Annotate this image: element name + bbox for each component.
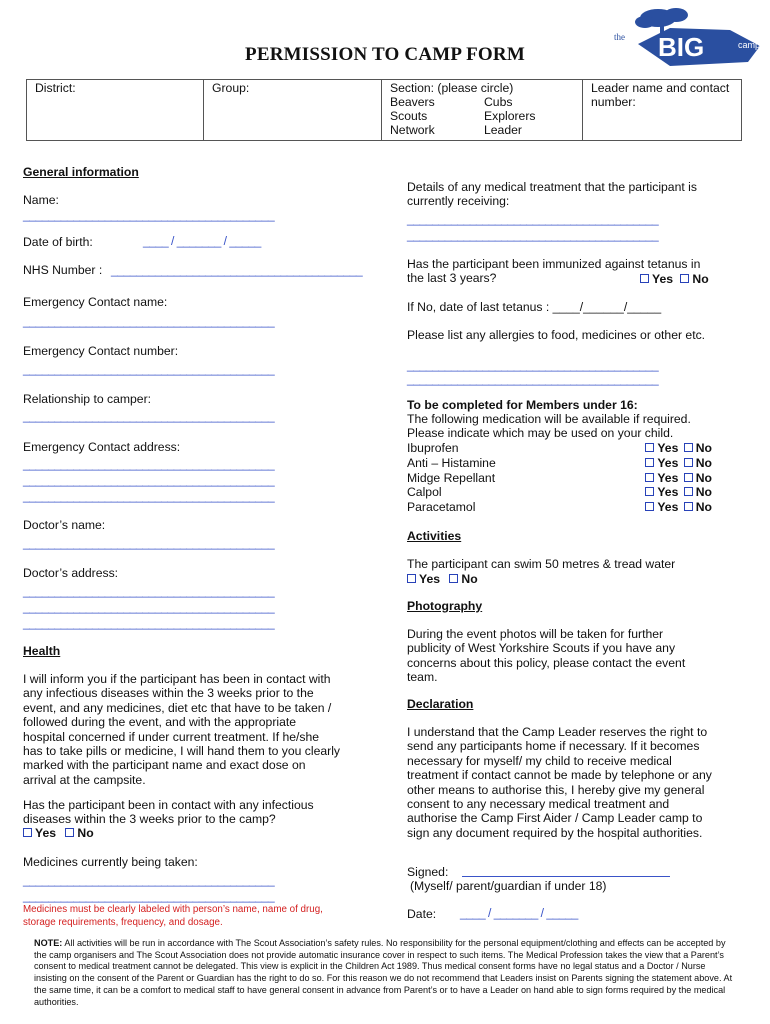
no-label: No [695,455,712,470]
med-no-checkbox[interactable] [684,473,693,482]
nhs-field[interactable]: ________________________________________ [111,263,363,277]
yes-label: Yes [657,470,679,485]
medicines-line-1[interactable]: ________________________________________ [23,873,275,887]
allergies-label: Please list any allergies to food, medicines or other etc. [407,328,706,342]
doctor-address-line-1[interactable]: ________________________________________ [23,584,275,598]
section-option[interactable]: Network [390,123,435,137]
relationship-field[interactable]: ________________________________________ [23,409,275,423]
big-camp-logo [610,6,770,72]
allergies-line-2[interactable]: ________________________________________ [407,372,659,386]
health-heading: Health [23,644,61,658]
swim-yes-no [405,572,478,586]
section-option[interactable]: Leader [484,123,522,137]
doctor-address-label: Doctor’s address: [23,566,119,580]
med-no-checkbox[interactable] [684,458,693,467]
medication-row [407,456,712,471]
date-field[interactable]: ____ / _______ / _____ [460,906,578,920]
emergency-number-label: Emergency Contact number: [23,344,179,358]
doctor-name-label: Doctor’s name: [23,518,106,532]
swim-yes-checkbox[interactable] [407,574,416,583]
medication-name: Midge Repellant [407,470,496,485]
tetanus-question: Has the participant been immunized against tetanus in the last 3 years? [407,257,701,286]
med-no-checkbox[interactable] [684,502,693,511]
doctor-name-field[interactable]: ________________________________________ [23,536,275,550]
no-label: No [695,470,712,485]
medicines-label: Medicines currently being taken: [23,855,198,869]
date-label: Date: [407,907,437,921]
contact-no-label: No [77,826,94,840]
medication-list [407,441,712,515]
photography-text: During the event photos will be taken for further publicity of West Yorkshire Scouts if you have any concerns about this policy, please contact the event team. [407,627,686,685]
declaration-text: I understand that the Camp Leader reserves the right to send any participants home if necessary. If it becomes necessary for myself/ my child to receive medical treatment if contact cannot be made by telephone or any other means to authorise this, I hereby give my general consent to any necessary medical treatment and authorise the Camp First Aider / Camp Leader camp to sign any document required by the hospital authorities. [407,725,712,840]
dob-label: Date of birth: [23,235,93,249]
medication-name: Calpol [407,485,442,500]
footer-note [34,938,739,1008]
signature-field[interactable] [462,864,670,877]
svg-text:camp: camp [738,40,761,50]
note-text: All activities will be run in accordance with The Scout Association’s safety rules. No responsibility for the personal equipment/clothing and effects can be accepted by the camp organisers and The Scout Association does not provide automatic insurance cover in respect to such items. The Medical Profession takes the view that a Parent’s consent to medical treatment cannot be delegated. This view is explicit in the Children Act 1989. Thus medical consent forms have no legal status and a Doctor / Nurse insisting on the consent of the Parent or Guardian has the right to do so. For this reason we do not recommend that Leaders insist on Parents signing the statement above. At the same time, it can be a comfort to medical staff to have general consent in advance from Parent’s or to have a Leader on hand able to sign forms required by the medical authorities. [34,938,733,1007]
contact-yes-no [21,826,94,840]
medication-row [407,485,712,500]
emergency-address-line-1[interactable]: ________________________________________ [23,457,275,471]
group-cell[interactable] [204,80,382,141]
no-label: No [695,485,712,500]
tetanus-no-label: No [692,272,709,286]
dob-field[interactable]: ____ / _______ / _____ [143,234,261,248]
section-option[interactable]: Cubs [484,95,513,109]
group-label: Group: [212,81,250,95]
header-table [26,79,742,141]
med-no-checkbox[interactable] [684,443,693,452]
under16-heading: To be completed for Members under 16: [407,398,638,412]
med-yes-checkbox[interactable] [645,487,654,496]
signed-sub-label: (Myself/ parent/guardian if under 18) [410,879,607,893]
med-no-checkbox[interactable] [684,487,693,496]
nhs-label: NHS Number : [23,263,103,277]
emergency-address-line-3[interactable]: ________________________________________ [23,489,275,503]
contact-question: Has the participant been in contact with any infectious diseases within the 3 weeks prior to the camp? [23,798,314,827]
signed-label: Signed: [407,865,449,879]
relationship-label: Relationship to camper: [23,392,152,406]
name-field[interactable]: ________________________________________ [23,208,275,222]
tetanus-date-field[interactable]: ____/______/_____ [552,300,662,314]
doctor-address-line-3[interactable]: ________________________________________ [23,616,275,630]
no-label: No [695,500,712,515]
med-yes-checkbox[interactable] [645,473,654,482]
leader-cell[interactable] [583,80,742,141]
medical-treatment-label: Details of any medical treatment that the participant is currently receiving: [407,180,697,209]
tetanus-yes-label: Yes [652,272,674,286]
yes-label: Yes [657,455,679,470]
medical-treatment-line-2[interactable]: ________________________________________ [407,228,659,242]
name-label: Name: [23,193,59,207]
emergency-name-label: Emergency Contact name: [23,295,168,309]
yes-label: Yes [657,500,679,515]
contact-yes-checkbox[interactable] [23,828,32,837]
medication-row [407,441,712,456]
medication-name: Anti – Histamine [407,455,496,470]
med-yes-checkbox[interactable] [645,502,654,511]
emergency-name-field[interactable]: ________________________________________ [23,314,275,328]
med-yes-checkbox[interactable] [645,458,654,467]
tetanus-yes-no [638,272,709,286]
emergency-number-field[interactable]: ________________________________________ [23,362,275,376]
doctor-address-line-2[interactable]: ________________________________________ [23,600,275,614]
swim-no-checkbox[interactable] [449,574,458,583]
form-title: PERMISSION TO CAMP FORM [245,44,525,65]
tetanus-date-label: If No, date of last tetanus : [407,300,553,314]
swim-no-label: No [461,572,478,586]
allergies-line-1[interactable]: ________________________________________ [407,358,659,372]
leader-label: Leader name and contact number: [591,81,730,109]
no-label: No [695,441,712,455]
yes-label: Yes [657,441,679,455]
medicines-note: Medicines must be clearly labeled with person’s name, name of drug, storage requirements, frequency, and dosage. [23,904,323,928]
contact-no-checkbox[interactable] [65,828,74,837]
section-cell [382,80,583,141]
section-label: Section: (please circle) [390,81,514,95]
medicines-line-2[interactable]: ________________________________________ [23,889,275,903]
svg-text:the: the [614,32,625,42]
medication-name: Paracetamol [407,500,476,515]
district-label: District: [35,81,76,95]
note-label: NOTE: [34,938,63,948]
district-cell[interactable] [27,80,204,141]
svg-text:BIG: BIG [658,32,705,62]
activities-heading: Activities [407,529,462,543]
emergency-address-line-2[interactable]: ________________________________________ [23,473,275,487]
tetanus-no-checkbox[interactable] [680,274,689,283]
tetanus-date [407,300,661,314]
medication-name: Ibuprofen [407,441,459,455]
general-info-heading: General information [23,165,139,179]
swim-text: The participant can swim 50 metres & tread water [407,557,676,571]
medication-row [407,500,712,515]
medication-row [407,471,712,486]
tetanus-yes-checkbox[interactable] [640,274,649,283]
section-option[interactable]: Scouts [390,109,428,123]
med-yes-checkbox[interactable] [645,443,654,452]
photography-heading: Photography [407,599,483,613]
medical-treatment-line-1[interactable]: ________________________________________ [407,212,659,226]
health-text: I will inform you if the participant has been in contact with any infectious diseases within the 3 weeks prior to the event, and any medicines, diet etc that have to be taken / followed during the event, and with the appropriate hospital concerned if under current treatment. If he/she has to take pills or medicine, I will hand them to you clearly marked with the participant name and exact dose on arrival at the campsite. [23,672,341,787]
contact-yes-label: Yes [35,826,57,840]
emergency-address-label: Emergency Contact address: [23,440,181,454]
section-option[interactable]: Explorers [484,109,536,123]
section-option[interactable]: Beavers [390,95,435,109]
yes-label: Yes [657,485,679,500]
declaration-heading: Declaration [407,697,474,711]
under16-text: The following medication will be available if required. Please indicate which may be used on your child. [407,412,691,441]
swim-yes-label: Yes [419,572,441,586]
